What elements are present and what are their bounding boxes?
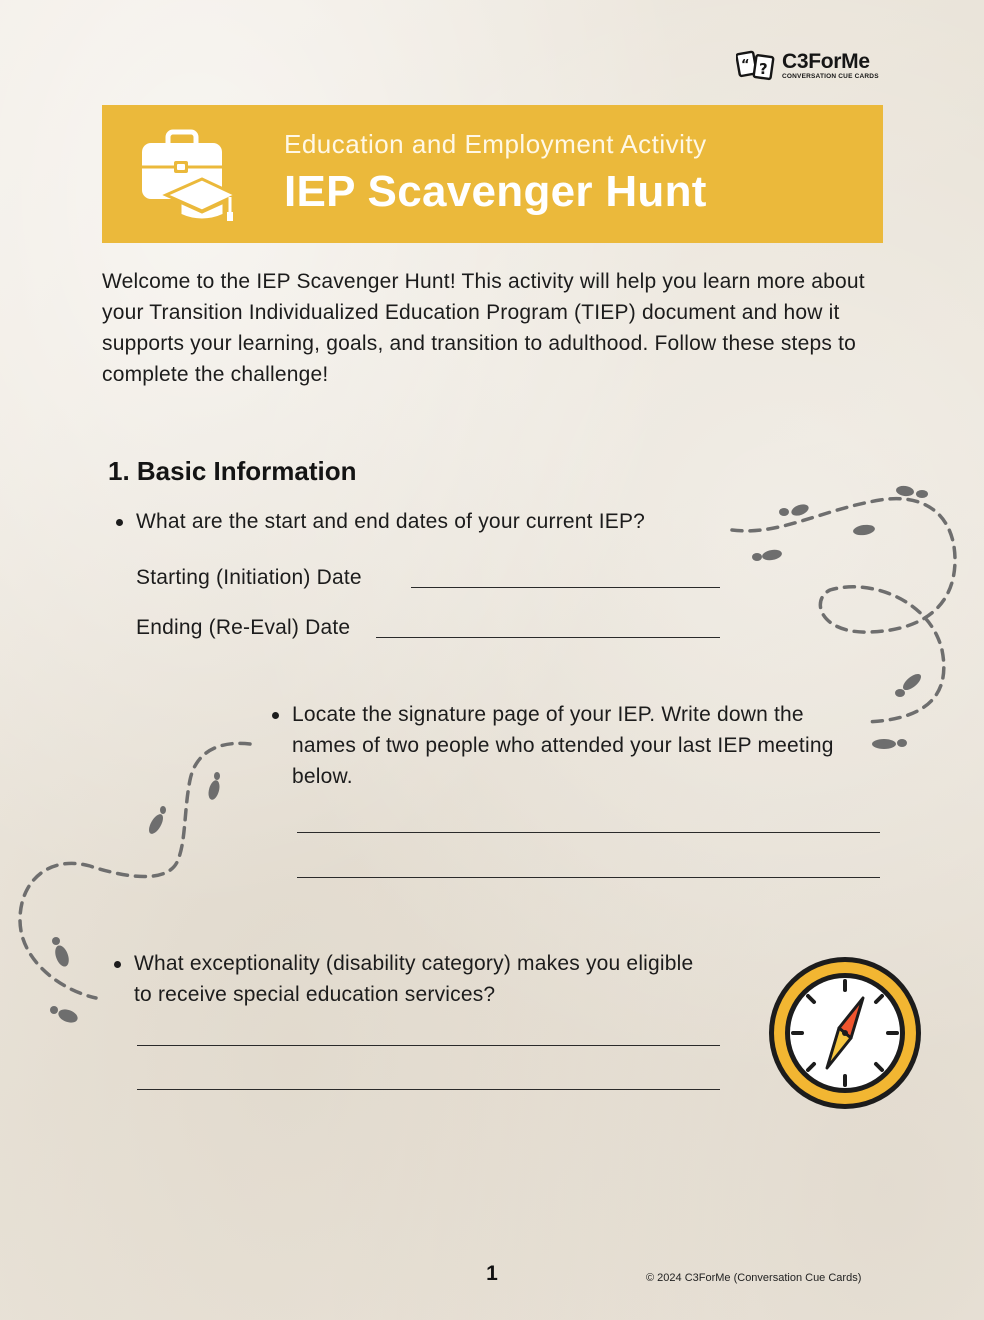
cue-cards-icon [736,49,778,83]
question-start-end-dates: What are the start and end dates of your current IEP? [112,506,732,537]
title-banner [102,105,883,243]
logo-tagline: CONVERSATION CUE CARDS [782,73,879,81]
exceptionality-answer-line-1[interactable] [137,1045,720,1046]
start-date-label: Starting (Initiation) Date [136,566,362,589]
section-heading: 1. Basic Information [108,456,357,486]
intro-paragraph: Welcome to the IEP Scavenger Hunt! This activity will help you learn more about your Transition Individualized Education Program (TIEP) document and how it supports your learning, goals, and transition to adulthood. Follow these steps to complete the challenge! [102,270,865,386]
attendee-answer-line-2[interactable] [297,877,880,878]
svg-text:“: “ [741,58,750,73]
attendee-answer-line-1[interactable] [297,832,880,833]
brand-logo [736,48,886,84]
question-signature-page: Locate the signature page of your IEP. Write down the names of two people who attended your last IEP meeting below. [268,699,868,792]
start-date-answer-line[interactable] [411,587,720,588]
briefcase-graduation-cap-icon [138,129,238,224]
svg-text:?: ? [759,60,768,78]
page-number: 1 [486,1262,498,1285]
exceptionality-answer-line-2[interactable] [137,1089,720,1090]
question-exceptionality: What exceptionality (disability category) makes you eligible to receive special education services? [110,948,710,1010]
logo-name: C3ForMe [782,50,870,74]
end-date-answer-line[interactable] [376,637,720,638]
banner-title: IEP Scavenger Hunt [284,167,707,216]
copyright-notice: © 2024 C3ForMe (Conversation Cue Cards) [646,1272,862,1284]
compass-icon [766,954,924,1112]
end-date-label: Ending (Re-Eval) Date [136,616,351,639]
banner-subtitle: Education and Employment Activity [284,129,707,159]
